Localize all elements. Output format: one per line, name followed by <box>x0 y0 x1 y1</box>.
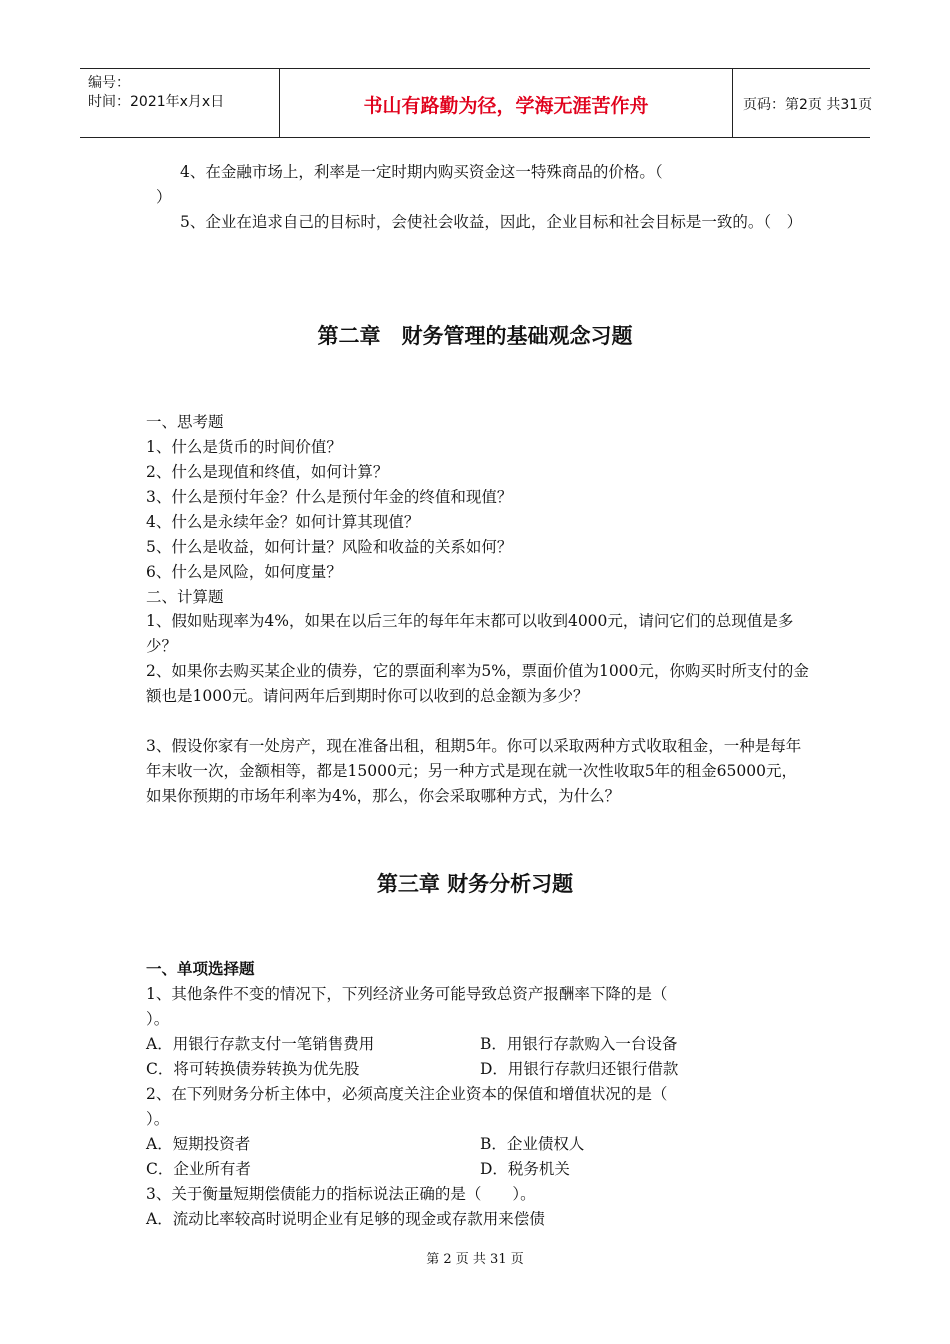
intro-question-4-end: ） <box>156 188 172 206</box>
ch2-calc-3: 3、假设你家有一处房产，现在准备出租，租期5年。你可以采取两种方式收取租金，一种是每年年末收一次，金额相等，都是15000元；另一种方式是现在就一次性收取5年的租金65000元，如果你预期的市场年利率为4%，那么，你会采取哪种方式，为什么？ <box>146 737 802 805</box>
intro-question-4: 4、在金融市场上，利率是一定时期内购买资金这一特殊商品的价格。（ <box>180 163 663 181</box>
ch3-q3-option-a: A．流动比率较高时说明企业有足够的现金或存款用来偿债 <box>146 1210 545 1228</box>
ch2-question-5: 5、什么是收益，如何计量？风险和收益的关系如何？ <box>146 538 513 556</box>
ch2-question-1: 1、什么是货币的时间价值？ <box>146 438 342 456</box>
ch3-q1-option-d: D．用银行存款归还银行借款 <box>480 1060 679 1078</box>
header-meta-cell <box>80 69 280 137</box>
ch3-q1-option-b: B．用银行存款购入一台设备 <box>480 1035 678 1053</box>
chapter-2-title: 第二章 财务管理的基础观念习题 <box>317 324 633 348</box>
page-footer: 第 2 页 共 31 页 <box>426 1252 524 1267</box>
ch3-question-1: 1、其他条件不变的情况下，下列经济业务可能导致总资产报酬率下降的是（ <box>146 985 668 1003</box>
intro-question-5: 5、企业在追求自己的目标时，会使社会收益，因此，企业目标和社会目标是一致的。（ ） <box>180 213 803 231</box>
ch2-calc-2: 2、如果你去购买某企业的债券，它的票面利率为5%，票面价值为1000元，你购买时所支付的金额也是1000元。请问两年后到期时你可以收到的总金额为多少？ <box>146 662 809 705</box>
ch3-section-single-choice: 一、单项选择题 <box>146 960 255 978</box>
ch2-question-3: 3、什么是预付年金？什么是预付年金的终值和现值？ <box>146 488 513 506</box>
ch2-question-6: 6、什么是风险，如何度量？ <box>146 563 342 581</box>
document-header <box>80 68 873 138</box>
ch3-q1-option-c: C．将可转换债券转换为优先股 <box>146 1060 360 1078</box>
ch2-question-2: 2、什么是现值和终值，如何计算？ <box>146 463 389 481</box>
ch3-q1-option-a: A．用银行存款支付一笔销售费用 <box>146 1035 375 1053</box>
ch2-question-4: 4、什么是永续年金？如何计算其现值？ <box>146 513 420 531</box>
ch3-question-1-end: ）。 <box>146 1010 170 1028</box>
ch2-section-calc: 二、计算题 <box>146 588 224 606</box>
ch3-q2-option-a: A．短期投资者 <box>146 1135 251 1153</box>
ch2-section-thinking: 一、思考题 <box>146 413 224 431</box>
header-motto-cell <box>280 69 733 137</box>
ch3-q2-option-d: D．税务机关 <box>480 1160 570 1178</box>
ch3-q2-option-b: B．企业债权人 <box>480 1135 585 1153</box>
chapter-3-title: 第三章 财务分析习题 <box>376 872 574 896</box>
ch2-calc-1: 1、假如贴现率为4%，如果在以后三年的每年年末都可以收到4000元，请问它们的总现值是多少？ <box>146 612 794 655</box>
document-number-label: 编号： <box>88 75 130 91</box>
ch3-question-2-end: ）。 <box>146 1110 170 1128</box>
header-page-label: 页码：第2页 共31页 <box>743 97 873 113</box>
header-page-cell <box>733 69 873 137</box>
document-time-label: 时间：2021年x月x日 <box>88 94 225 110</box>
ch3-question-3: 3、关于衡量短期偿债能力的指标说法正确的是（ ）。 <box>146 1185 536 1203</box>
header-motto: 书山有路勤为径，学海无涯苦作舟 <box>363 95 649 117</box>
ch3-question-2: 2、在下列财务分析主体中，必须高度关注企业资本的保值和增值状况的是（ <box>146 1085 668 1103</box>
ch3-q2-option-c: C．企业所有者 <box>146 1160 251 1178</box>
